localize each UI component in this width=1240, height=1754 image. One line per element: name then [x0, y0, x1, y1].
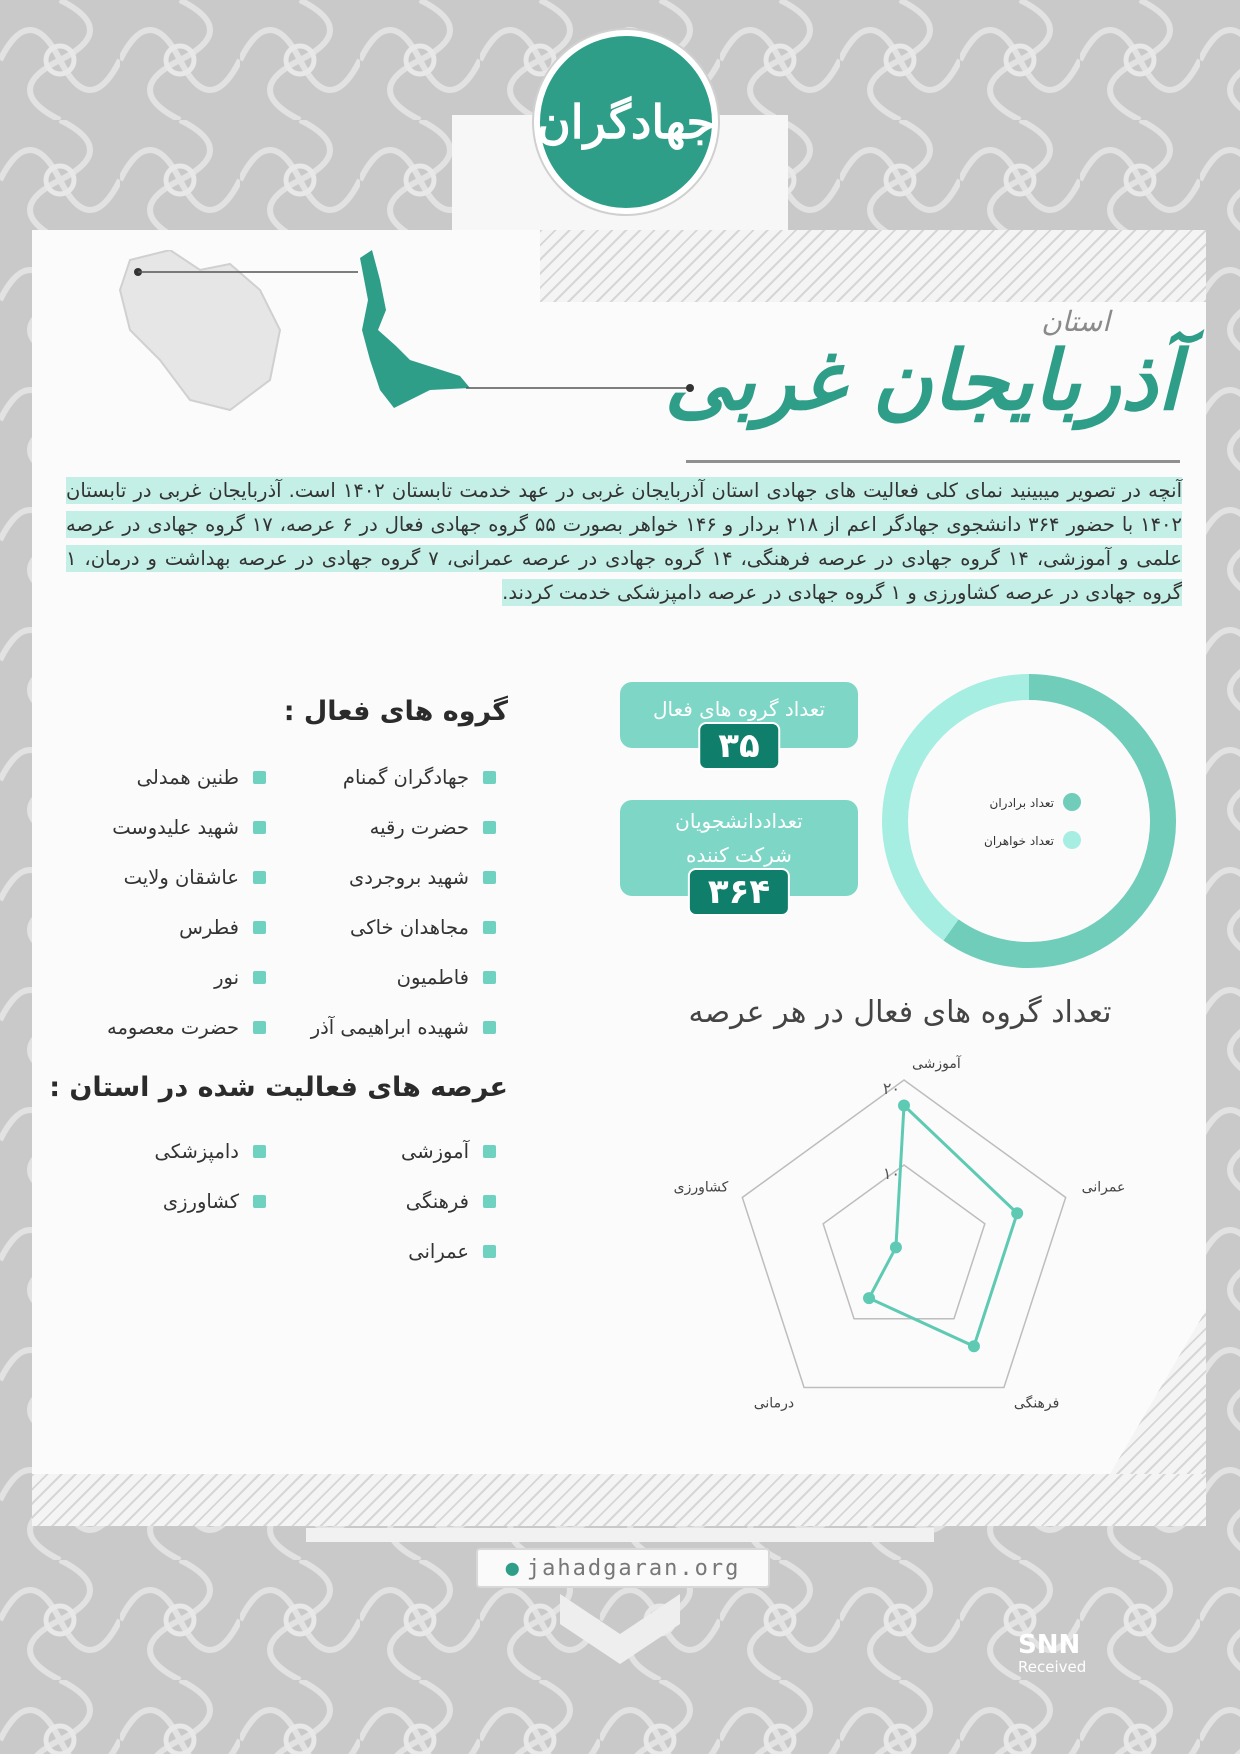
- bullet-icon: [483, 771, 496, 784]
- field-item-label: دامپزشکی: [154, 1140, 239, 1163]
- group-item-label: شهید علیدوست: [112, 816, 239, 839]
- group-item-label: حضرت معصومه: [106, 1016, 239, 1039]
- legend-sisters-swatch: [1063, 831, 1081, 849]
- bullet-icon: [253, 771, 266, 784]
- legend-brothers-label: تعداد برادران: [989, 796, 1054, 810]
- group-item-label: طنین همدلی: [136, 766, 239, 789]
- globe-icon: ●: [505, 1555, 521, 1581]
- province-title: [664, 305, 1180, 429]
- bullet-icon: [253, 1145, 266, 1158]
- radar-series-line: [869, 1106, 1017, 1347]
- bullet-icon: [483, 1245, 496, 1258]
- footer-site-text: jahadgaran.org: [526, 1555, 741, 1581]
- radar-tick-label: ۱۰: [882, 1164, 900, 1183]
- bullet-icon: [483, 1145, 496, 1158]
- field-item-label: آموزشی: [401, 1140, 469, 1163]
- bullet-icon: [253, 971, 266, 984]
- group-item: [107, 1016, 266, 1039]
- iran-outline: [120, 250, 280, 410]
- group-item-label: فاطمیون: [396, 966, 469, 989]
- title-small: استان: [1041, 305, 1110, 338]
- bullet-icon: [253, 921, 266, 934]
- radar-axis-label: کشاورزی: [673, 1179, 729, 1196]
- snn-sub: Received: [1018, 1658, 1087, 1676]
- group-item-label: شهید بروجردی: [348, 866, 469, 889]
- field-item-label: عمرانی: [408, 1240, 469, 1263]
- donut-segment-brothers: [951, 687, 1163, 955]
- radar-point: [968, 1340, 980, 1352]
- radar-tick-label: ۲۰: [882, 1079, 900, 1098]
- chevron-down-icon: [560, 1594, 680, 1684]
- bullet-icon: [483, 971, 496, 984]
- groups-count-label: تعداد گروه های فعال: [652, 697, 826, 721]
- fields-title: عرصه های فعالیت شده در استان :: [49, 1072, 508, 1103]
- field-item: [154, 1140, 266, 1163]
- group-item: [179, 916, 266, 939]
- group-item: [350, 916, 496, 939]
- field-item-label: کشاورزی: [162, 1190, 239, 1213]
- province-shape: [360, 250, 470, 408]
- group-item: [349, 866, 496, 889]
- group-item: [311, 1016, 496, 1039]
- bullet-icon: [483, 871, 496, 884]
- radar-title: تعداد گروه های فعال در هر عرصه: [688, 995, 1112, 1030]
- field-item: [408, 1240, 496, 1263]
- bullet-icon: [483, 821, 496, 834]
- bullet-icon: [483, 921, 496, 934]
- radar-grid-ring: [823, 1165, 985, 1319]
- logo: [534, 30, 718, 214]
- bottom-hatch: [32, 1474, 1206, 1526]
- students-count-value: ۳۶۴: [688, 868, 790, 916]
- students-count-label-2: شرکت کننده: [686, 843, 792, 867]
- intro-paragraph: [66, 474, 1182, 610]
- group-item-label: عاشقان ولایت: [123, 866, 239, 889]
- radar-point: [898, 1100, 910, 1112]
- bullet-icon: [483, 1195, 496, 1208]
- group-item: [343, 766, 496, 789]
- field-item: [401, 1140, 496, 1163]
- intro-text: آنچه در تصویر میبینید نمای کلی فعالیت های جهادی استان آذربایجان غربی در عهد خدمت تابستان ۱۴۰۲ است. آذربایجان غربی در تابستان ۱۴۰۲ با حضور ۳۶۴ دانشجوی جهادگر اعم از ۲۱۸ بردار و ۱۴۶ خواهر بصورت ۵۵ گروه جهادی فعال در ۶ عرصه، ۱۷ گروه جهادی در عرصه علمی و آموزشی، ۱۴ گروه جهادی در عرصه فرهنگی، ۱۴ گروه جهادی در عرصه عمرانی، ۷ گروه جهادی در عرصه بهداشت و درمان، ۱ گروه جهادی در عرصه کشاورزی و ۱ گروه جهادی در عرصه دامپزشکی خدمت کردند.: [66, 479, 1183, 604]
- group-item-label: شهیده ابراهیمی آذر: [310, 1016, 469, 1039]
- group-item: [137, 766, 266, 789]
- logo-text: جهادگران: [537, 95, 715, 149]
- bullet-icon: [253, 821, 266, 834]
- group-item-label: مجاهدان خاکی: [350, 916, 469, 939]
- group-item-label: حضرت رقیه: [369, 816, 469, 839]
- group-item: [124, 866, 266, 889]
- snn-watermark: [1018, 1630, 1086, 1676]
- radar-axis-label: درمانی: [753, 1395, 795, 1412]
- groups-title: گروه های فعال :: [283, 696, 508, 727]
- snn-brand: SNN: [1018, 1630, 1081, 1660]
- group-item: [370, 816, 496, 839]
- radar-point: [890, 1241, 902, 1253]
- field-item: [406, 1190, 496, 1213]
- group-item: [112, 816, 266, 839]
- iran-map: [110, 250, 710, 420]
- field-item: [163, 1190, 266, 1213]
- students-count-card: [620, 800, 858, 912]
- radar-axis-label: عمرانی: [1081, 1179, 1126, 1196]
- radar-point: [1011, 1207, 1023, 1219]
- radar-chart: [640, 1040, 1160, 1460]
- group-item: [397, 966, 496, 989]
- groups-count-card: [620, 682, 858, 766]
- bullet-icon: [483, 1021, 496, 1034]
- group-item-label: جهادگران گمنام: [342, 766, 469, 789]
- group-item: [214, 966, 266, 989]
- radar-axis-label: فرهنگی: [1013, 1395, 1060, 1412]
- donut-segments: [895, 687, 1163, 955]
- group-item-label: نور: [214, 966, 239, 989]
- legend-sisters-label: تعداد خواهران: [984, 834, 1054, 848]
- title-underline: [686, 460, 1180, 463]
- students-count-label-1: تعداددانشجویان: [675, 809, 803, 833]
- radar-point: [863, 1292, 875, 1304]
- groups-count-value: ۳۵: [698, 722, 780, 770]
- footer-site[interactable]: [476, 1548, 770, 1588]
- legend-brothers-swatch: [1063, 793, 1081, 811]
- donut-chart: [876, 668, 1182, 974]
- bullet-icon: [253, 1195, 266, 1208]
- bullet-icon: [253, 1021, 266, 1034]
- field-item-label: فرهنگی: [405, 1190, 469, 1213]
- radar-axis-label: آموزشی: [912, 1056, 961, 1072]
- bullet-icon: [253, 871, 266, 884]
- title-big: آذربایجان غربی: [664, 333, 1180, 429]
- footer-bar: [306, 1528, 934, 1542]
- group-item-label: فطرس: [179, 916, 239, 939]
